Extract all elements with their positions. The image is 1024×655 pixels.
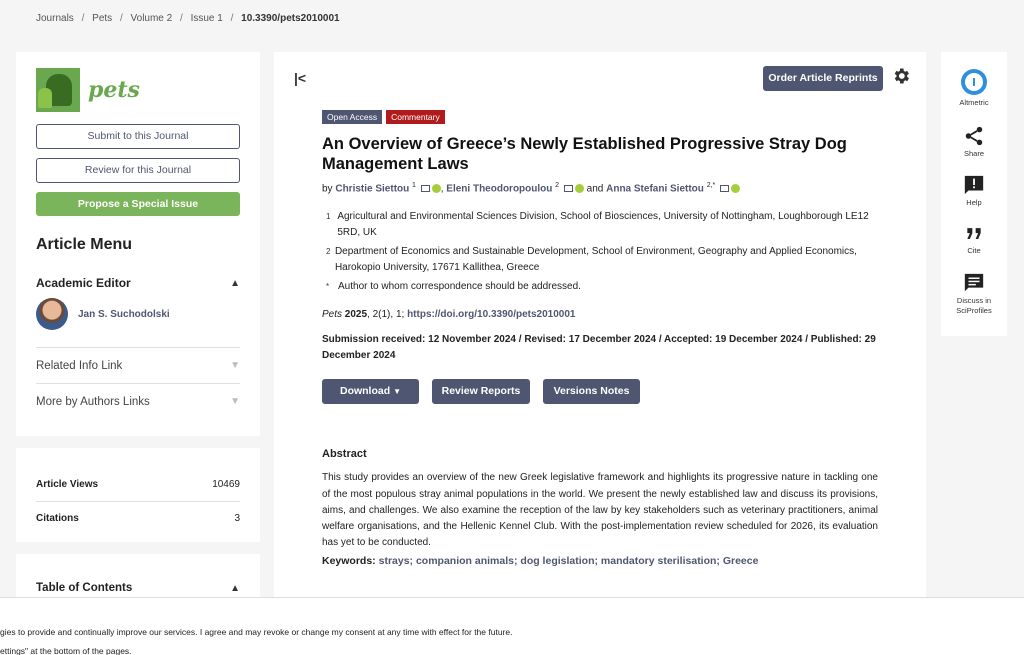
by-label: by (322, 183, 333, 195)
article-panel (274, 52, 926, 612)
avatar (36, 298, 68, 330)
more-by-authors-label: More by Authors Links (36, 395, 150, 408)
breadcrumb (36, 13, 345, 24)
breadcrumb-sep: / (119, 13, 123, 24)
cite-label: Cite (967, 246, 981, 255)
affiliation-item: 1 Agricultural and Environmental Sciences Division, School of Biosciences, University of Nottingham, Loughborough LE12 5RD, UK (326, 211, 869, 239)
altmetric-icon (960, 68, 988, 96)
related-info-label: Related Info Link (36, 359, 123, 372)
author-affil-sup: 2,* (706, 182, 716, 189)
metric-row (36, 501, 240, 534)
help-label: Help (966, 198, 982, 207)
collapse-sidebar-icon[interactable]: |< (294, 70, 307, 86)
article-content (322, 110, 878, 567)
metric-label: Citations (36, 512, 79, 524)
cite-year: 2025 (344, 309, 368, 321)
discuss-button[interactable] (941, 272, 1007, 316)
article-sidebar (16, 52, 260, 436)
share-icon (963, 125, 985, 147)
toc-title: Table of Contents (36, 582, 133, 594)
article-menu-title: Article Menu (36, 236, 133, 253)
share-button[interactable] (941, 125, 1007, 159)
breadcrumb-sep: / (81, 13, 85, 24)
author-link[interactable]: Eleni Theodoropoulou (446, 183, 553, 195)
quote-icon (964, 224, 984, 244)
journal-logo-text: pets (88, 77, 140, 103)
article-actions (322, 379, 878, 404)
article-badges (322, 110, 878, 124)
cite-button[interactable] (941, 224, 1007, 256)
academic-editor-label: Academic Editor (36, 276, 131, 290)
article-type-badge: Commentary (386, 110, 445, 124)
publication-dates: Submission received: 12 November 2024 / Revised: 17 December 2024 / Accepted: 19 December 2024 / Published: 29 December 2024 (322, 334, 876, 362)
and-label: and (586, 183, 604, 195)
metric-value: 3 (234, 512, 240, 524)
breadcrumb-pets[interactable]: Pets (92, 13, 113, 24)
altmetric-label: Altmetric (959, 98, 989, 107)
orcid-icon[interactable] (432, 184, 441, 193)
chevron-up-icon: ▲ (230, 582, 240, 594)
affiliation-item: * Author to whom correspondence should be addressed. (326, 281, 581, 293)
email-icon[interactable] (421, 185, 430, 192)
cookie-banner (0, 597, 1024, 655)
help-button[interactable] (941, 174, 1007, 208)
chevron-up-icon: ▲ (230, 277, 240, 289)
share-label: Share (963, 149, 984, 158)
affiliation-item: 2 Department of Economics and Sustainable Development, School of Environment, Geography and Applied Economics, Harokopio University, 17671 Kallithea, Greece (326, 246, 857, 274)
gear-icon[interactable] (891, 66, 911, 86)
author-affil-sup: 1 (412, 182, 416, 189)
academic-editor-toggle[interactable] (36, 276, 240, 290)
pets-logo-icon (36, 68, 80, 112)
journal-logo[interactable] (36, 68, 240, 112)
cookie-text-1: gies to provide and continually improve our services. I agree and may revoke or change my consent at any time with effect for the future. (0, 627, 513, 637)
metrics-panel (16, 448, 260, 542)
affiliations (322, 209, 878, 295)
chevron-down-icon: ▼ (230, 360, 240, 371)
metric-row (36, 468, 240, 501)
keywords (322, 555, 878, 567)
chevron-down-icon: ▼ (393, 387, 401, 397)
keywords-links[interactable]: strays; companion animals; dog legislation; mandatory sterilisation; Greece (378, 555, 759, 568)
more-by-authors-toggle[interactable] (36, 383, 240, 419)
versions-notes-button[interactable]: Versions Notes (543, 379, 640, 404)
chevron-down-icon: ▼ (230, 396, 240, 407)
review-journal-button[interactable]: Review for this Journal (36, 158, 240, 183)
cookie-text-2: ettings" at the bottom of the pages. (0, 646, 132, 655)
citation-line (322, 309, 878, 320)
right-toolbar (941, 52, 1007, 336)
cite-volume: , 2(1), 1; (367, 309, 408, 321)
abstract-text: This study provides an overview of the new Greek legislative framework and highlights its progressive nature in tackling one of the most populous stray animal populations in the world. We present the newly established law and discuss its provisions, aims, and challenges. We also examine the reception of the law by key stakeholders such as veterinary practitioners, animal welfare organisations, and the Hellenic Kennel Club. With the post-implementation review scheduled for 2026, its evaluation has yet to be conducted. (322, 472, 878, 549)
breadcrumb-issue[interactable]: Issue 1 (190, 13, 223, 24)
doi-link[interactable]: https://doi.org/10.3390/pets2010001 (407, 309, 576, 321)
breadcrumb-journals[interactable]: Journals (36, 13, 74, 24)
editor-entry (36, 298, 240, 330)
breadcrumb-volume[interactable]: Volume 2 (130, 13, 173, 24)
altmetric-button[interactable] (941, 68, 1007, 108)
cite-journal: Pets (322, 309, 343, 321)
breadcrumb-doi: 10.3390/pets2010001 (241, 13, 340, 24)
open-access-badge[interactable]: Open Access (322, 110, 382, 124)
review-reports-button[interactable]: Review Reports (432, 379, 530, 404)
breadcrumb-sep: / (230, 13, 234, 24)
email-icon[interactable] (720, 185, 729, 192)
abstract-heading: Abstract (322, 448, 367, 461)
metric-value: 10469 (212, 479, 240, 490)
metric-label: Article Views (36, 479, 99, 490)
order-reprints-button[interactable]: Order Article Reprints (763, 66, 883, 91)
orcid-icon[interactable] (731, 184, 740, 193)
related-info-toggle[interactable] (36, 347, 240, 383)
comment-icon (963, 272, 985, 294)
author-link[interactable]: Christie Siettou (335, 183, 410, 195)
email-icon[interactable] (564, 185, 573, 192)
download-button[interactable]: Download ▼ (322, 379, 419, 404)
article-title: An Overview of Greece’s Newly Established Progressive Stray Dog Management Laws (322, 135, 847, 173)
editor-name-link[interactable]: Jan S. Suchodolski (78, 308, 170, 320)
propose-special-issue-button[interactable]: Propose a Special Issue (36, 192, 240, 216)
discuss-label: Discuss in SciProfiles (956, 296, 992, 315)
toc-toggle[interactable] (36, 582, 240, 594)
author-list: by Christie Siettou $^1$ , Eleni Theodoropoulou $^2$ and Anna Stefani Siettou $^{2,*}$ (322, 182, 878, 194)
breadcrumb-sep: / (180, 13, 183, 24)
author-affil-sup: 2 (555, 182, 560, 189)
help-icon (963, 174, 985, 196)
author-link[interactable]: Anna Stefani Siettou (606, 183, 704, 195)
orcid-icon[interactable] (575, 184, 584, 193)
submit-journal-button[interactable]: Submit to this Journal (36, 124, 240, 149)
keywords-label: Keywords: (322, 555, 376, 568)
